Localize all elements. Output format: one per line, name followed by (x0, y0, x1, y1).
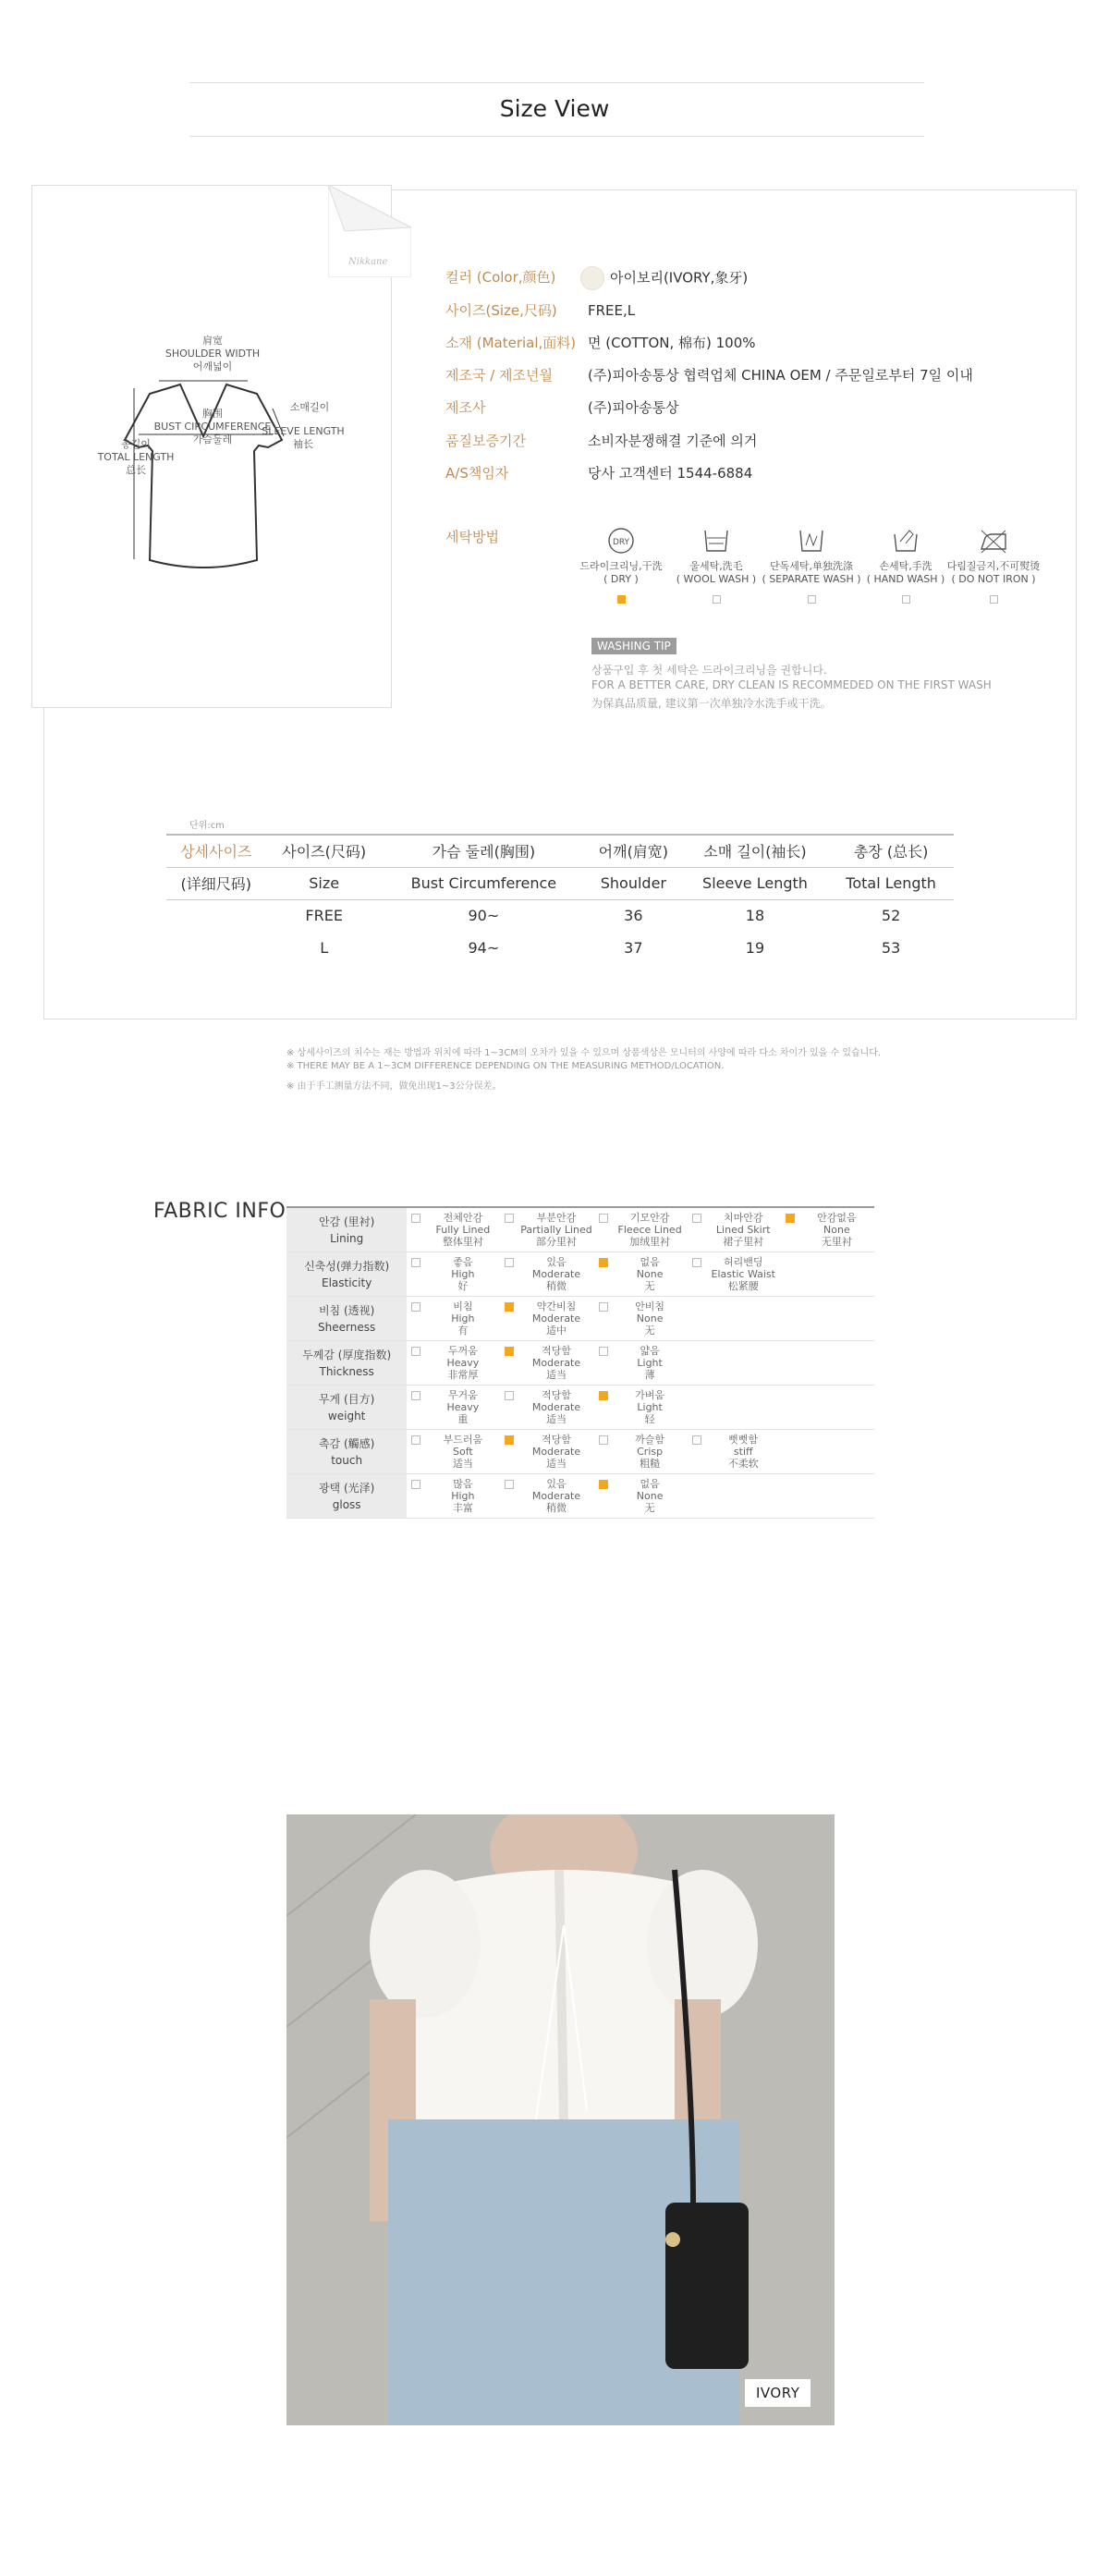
fabric-option: 많음 High 丰富 (407, 1474, 500, 1519)
fabric-row (286, 1386, 874, 1430)
wash-dry: DRY 드라이크리닝,干洗 ( DRY ) (566, 527, 676, 607)
fabric-option: 부드러움 Soft 适当 (407, 1430, 500, 1474)
sleeve-label: 소매길이 SLEEVE LENGTH 袖长 (262, 401, 345, 450)
svg-text:DRY: DRY (612, 538, 630, 547)
checked-box-icon (599, 1480, 608, 1489)
fabric-option: 있음 Moderate 稍微 (500, 1252, 593, 1297)
size-row-free: FREE 90~ 36 18 52 (305, 907, 901, 925)
length-label: 총길이 TOTAL LENGTH 总长 (97, 438, 175, 476)
fabric-option: 부분안감 Partially Lined 部分里衬 (500, 1207, 593, 1252)
fabric-option: 없음 None 无 (594, 1252, 688, 1297)
product-photo (286, 1814, 835, 2425)
page-fold-icon (328, 185, 411, 277)
unchecked-box-icon (411, 1302, 420, 1312)
fabric-row-label: 두께감 (厚度指数) Thickness (286, 1341, 407, 1386)
checked-box-icon (786, 1214, 795, 1223)
shoulder-label: 肩宽 SHOULDER WIDTH 어깨넓이 (165, 335, 261, 372)
bust-label: 胸围 BUST CIRCUMFERENCE 가슴둘레 (153, 408, 272, 446)
fabric-row (286, 1252, 874, 1297)
brand-script: Nikkane (348, 257, 388, 267)
washing-label: 세탁방법 (445, 529, 499, 545)
unchecked-box-icon (411, 1258, 420, 1267)
fabric-option: 약간비침 Moderate 适中 (500, 1297, 593, 1341)
color-swatch (580, 266, 604, 290)
size-header-row: 상세사이즈 사이즈(尺码) 가슴 둘레(胸围) 어깨(肩宽) 소매 길이(袖长) 총장 (总长) (166, 835, 954, 867)
unchecked-box-icon (411, 1214, 420, 1223)
unchecked-box-icon (411, 1347, 420, 1356)
size-table (166, 834, 954, 964)
fabric-row (286, 1474, 874, 1519)
checked-box-icon (599, 1258, 608, 1267)
fabric-option: 적당함 Moderate 适当 (500, 1430, 593, 1474)
fabric-option: 치마안감 Lined Skirt 裙子里衬 (688, 1207, 781, 1252)
fabric-option: 안감없음 None 无里衬 (781, 1207, 874, 1252)
tip-line-ko: 상품구입 후 첫 세탁은 드라이크리닝을 권합니다. (591, 664, 827, 677)
header-top-rule (189, 82, 924, 83)
unchecked-box-icon (505, 1391, 514, 1400)
fabric-option: 좋음 High 好 (407, 1252, 500, 1297)
fabric-row (286, 1430, 874, 1474)
fabric-row-label: 비침 (透视) Sheerness (286, 1297, 407, 1341)
size-row-l: L 94~ 37 19 53 (320, 939, 901, 957)
fabric-option: 기모안감 Fleece Lined 加绒里衬 (594, 1207, 688, 1252)
unchecked-box-icon (505, 1214, 514, 1223)
fabric-option: 안비침 None 无 (594, 1297, 688, 1341)
dry-clean-icon (606, 527, 636, 555)
wash-noiron: 다림질금지,不可熨烫 ( DO NOT IRON ) (938, 527, 1049, 607)
checked-box-icon (505, 1302, 514, 1312)
fabric-info-title: FABRIC INFO (153, 1200, 286, 1223)
fabric-option: 있음 Moderate 稍微 (500, 1474, 593, 1519)
unchecked-box-icon (692, 1435, 701, 1445)
wash-noiron-check (990, 595, 998, 604)
page-title: Size View (499, 95, 610, 122)
tip-line-zh: 为保真品质量, 建议第一次单独冷水洗手或干洗。 (591, 697, 832, 710)
fabric-option: 두꺼움 Heavy 非常厚 (407, 1341, 500, 1386)
unchecked-box-icon (505, 1480, 514, 1489)
unchecked-box-icon (599, 1435, 608, 1445)
note-ko: ※ 상세사이즈의 치수는 재는 방법과 위치에 따라 1~3CM의 오차가 있을 수 있으며 상품색상은 모니터의 사양에 따라 다소 차이가 있을 수 있습니다. (286, 1048, 882, 1058)
unchecked-box-icon (411, 1391, 420, 1400)
fabric-option: 얇음 Light 薄 (594, 1341, 688, 1386)
size-header-row-en: (详细尺码) Size Bust Circumference Shoulder Sleeve Length Total Length (166, 867, 954, 899)
fabric-option: 적당함 Moderate 适当 (500, 1341, 593, 1386)
fabric-row (286, 1297, 874, 1341)
unchecked-box-icon (411, 1480, 420, 1489)
fabric-option: 무거움 Heavy 重 (407, 1386, 500, 1430)
checked-box-icon (505, 1435, 514, 1445)
unchecked-box-icon (411, 1435, 420, 1445)
unchecked-box-icon (599, 1214, 608, 1223)
fabric-row-label: 광택 (光泽) gloss (286, 1474, 407, 1519)
unchecked-box-icon (599, 1347, 608, 1356)
fabric-option: 비침 High 有 (407, 1297, 500, 1341)
fabric-option: 허리밴딩 Elastic Waist 松紧腰 (688, 1252, 781, 1297)
wool-wash-icon (701, 527, 731, 555)
separate-wash-icon (797, 527, 826, 555)
hand-wash-icon (891, 527, 920, 555)
note-en: ※ THERE MAY BE A 1~3CM DIFFERENCE DEPENDING ON THE MEASURING METHOD/LOCATION. (286, 1061, 725, 1071)
wash-hand-check (902, 595, 910, 604)
do-not-iron-icon (978, 527, 1009, 555)
fabric-row (286, 1207, 874, 1252)
wash-hand: 손세탁,手洗 ( HAND WASH ) (850, 527, 961, 607)
fabric-option: 전체안감 Fully Lined 整体里衬 (407, 1207, 500, 1252)
tip-line-en: FOR A BETTER CARE, DRY CLEAN IS RECOMMEDED ON THE FIRST WASH (591, 678, 992, 691)
model-photo-illustration (286, 1814, 835, 2425)
wash-separate-check (808, 595, 816, 604)
fabric-table (286, 1206, 874, 1519)
wash-wool: 울세탁,洗毛 ( WOOL WASH ) (661, 527, 772, 607)
fabric-option: 까슬함 Crisp 粗糙 (594, 1430, 688, 1474)
size-unit: 단위:cm (189, 821, 225, 831)
fabric-row-label: 촉감 (觸感) touch (286, 1430, 407, 1474)
fabric-option: 뻣뻣함 stiff 不柔软 (688, 1430, 781, 1474)
checked-box-icon (599, 1391, 608, 1400)
fabric-row (286, 1341, 874, 1386)
fabric-option: 적당함 Moderate 适当 (500, 1386, 593, 1430)
checked-box-icon (505, 1347, 514, 1356)
fabric-row-label: 신축성(弹力指数) Elasticity (286, 1252, 407, 1297)
fabric-option: 없음 None 无 (594, 1474, 688, 1519)
color-tag: IVORY (745, 2379, 810, 2407)
unchecked-box-icon (692, 1258, 701, 1267)
wash-separate: 단독세탁,单独洗涤 ( SEPARATE WASH ) (756, 527, 867, 607)
fabric-row-label: 무게 (目方) weight (286, 1386, 407, 1430)
unchecked-box-icon (692, 1214, 701, 1223)
washing-tip-badge: WASHING TIP (591, 638, 676, 654)
note-zh: ※ 由于手工测量方法不同，做免出现1~3公分误差。 (286, 1081, 502, 1092)
fabric-option: 가벼움 Light 轻 (594, 1386, 688, 1430)
wash-dry-check (617, 595, 626, 604)
wash-wool-check (713, 595, 721, 604)
header-bottom-rule (189, 136, 924, 137)
fabric-row-label: 안감 (里衬) Lining (286, 1207, 407, 1252)
unchecked-box-icon (599, 1302, 608, 1312)
unchecked-box-icon (505, 1258, 514, 1267)
